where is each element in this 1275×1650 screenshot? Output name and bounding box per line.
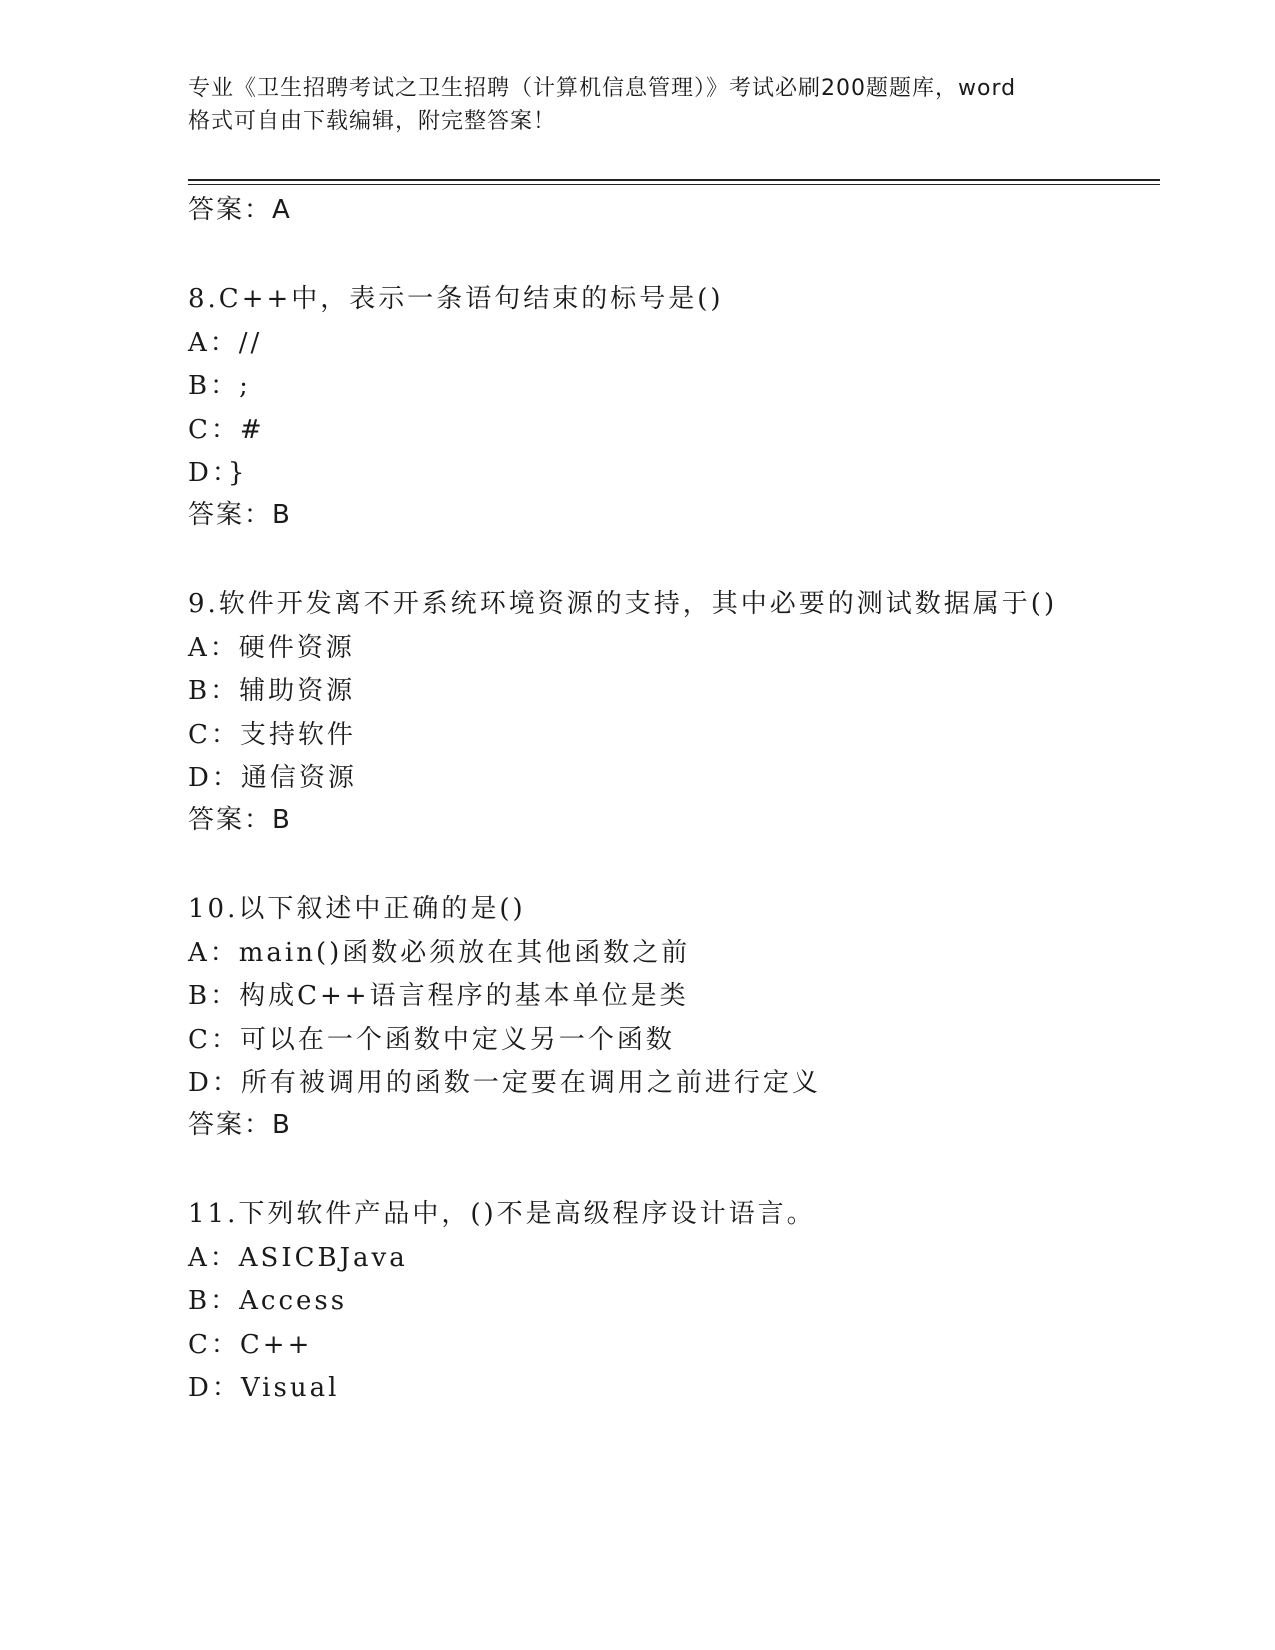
question-10: 10.以下叙述中正确的是() (188, 894, 526, 924)
answer-q9: 答案：B (188, 805, 292, 835)
question-8: 8.C++中，表示一条语句结束的标号是() (188, 284, 724, 314)
q9-option-d: D：通信资源 (188, 763, 357, 793)
question-9: 9.软件开发离不开系统环境资源的支持，其中必要的测试数据属于() (188, 589, 1058, 619)
question-11: 11.下列软件产品中，()不是高级程序设计语言。 (188, 1199, 816, 1229)
q11-option-d: D：Visual (188, 1373, 340, 1403)
q8-option-d: D：} (188, 458, 248, 488)
q9-option-a: A：硬件资源 (188, 633, 355, 663)
q11-option-c: C：C++ (188, 1330, 313, 1360)
q10-option-b: B：构成C++语言程序的基本单位是类 (188, 981, 689, 1011)
answer-q10: 答案：B (188, 1110, 292, 1140)
q8-option-a: A：// (188, 328, 263, 358)
q11-option-b: B：Access (188, 1286, 348, 1316)
q11-option-a: A：ASICBJava (188, 1243, 408, 1273)
header-line-2: 格式可自由下载编辑，附完整答案！ (188, 109, 557, 134)
header-divider-thick (188, 179, 1160, 181)
q10-option-c: C：可以在一个函数中定义另一个函数 (188, 1025, 675, 1055)
q9-option-c: C：支持软件 (188, 720, 356, 750)
q8-option-c: C：# (188, 415, 265, 445)
answer-q8: 答案：B (188, 500, 292, 530)
q10-option-d: D：所有被调用的函数一定要在调用之前进行定义 (188, 1068, 821, 1098)
q9-option-b: B：辅助资源 (188, 676, 356, 706)
q8-option-b: B：; (188, 371, 251, 401)
header-line-1: 专业《卫生招聘考试之卫生招聘（计算机信息管理）》考试必刷200题题库，word (188, 76, 1017, 101)
header-divider-thin (188, 184, 1160, 185)
q10-option-a: A：main()函数必须放在其他函数之前 (188, 938, 691, 968)
answer-q7: 答案：A (188, 195, 292, 225)
document-header (188, 72, 1088, 138)
